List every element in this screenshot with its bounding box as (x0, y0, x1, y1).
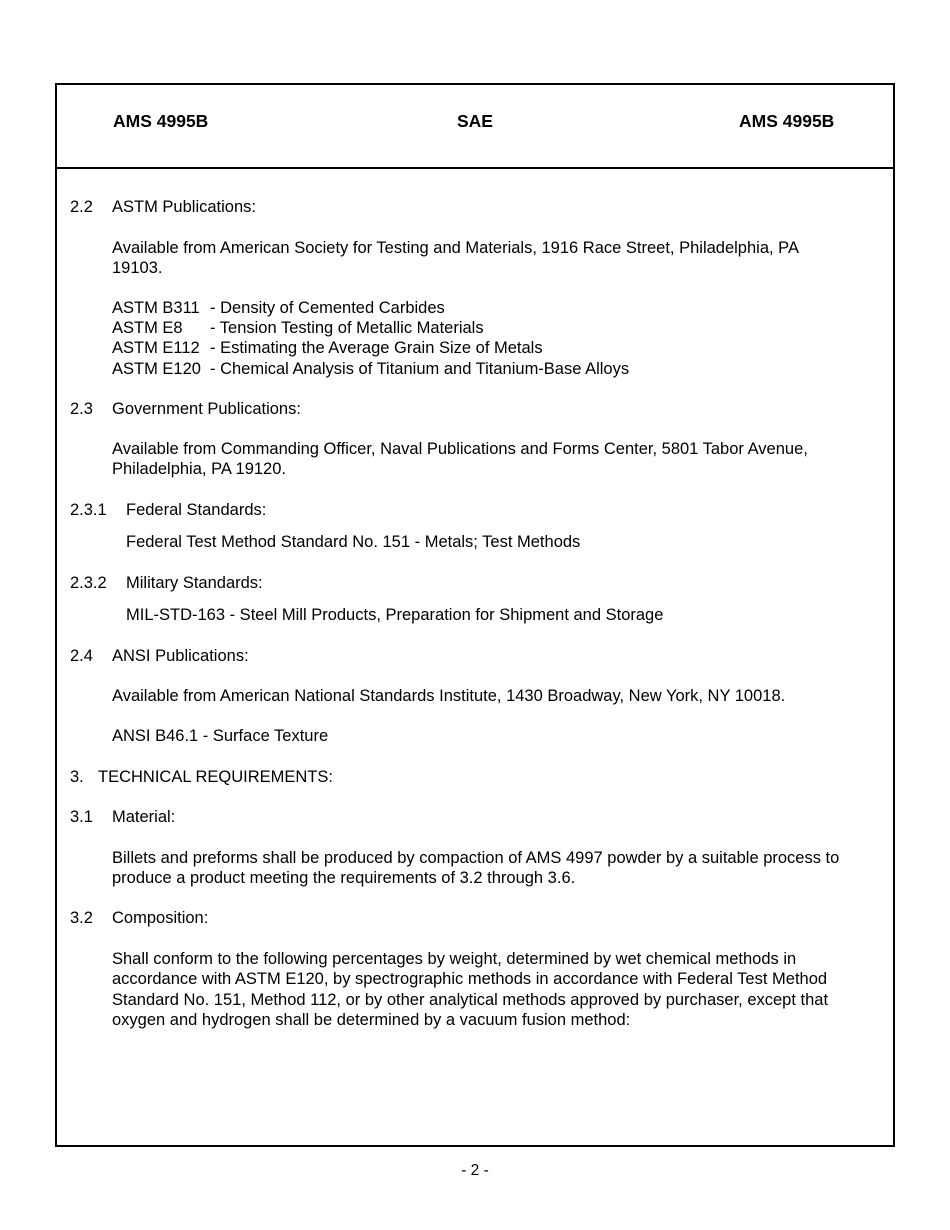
standard-reference: ANSI B46.1 - Surface Texture (112, 727, 329, 745)
section-paragraph: Available from Commanding Officer, Naval Publications and Forms Center, 5801 Tabor Avenue, Philadelphia, PA 19120. (112, 440, 808, 479)
section-number: 2.4 (70, 647, 93, 665)
section-number: 3.1 (70, 808, 93, 826)
section-paragraph: Shall conform to the following percentages by weight, determined by wet chemical methods in accordance with ASTM E120, by spectrographic methods in accordance with Federal Test Method Standard No. 151, Method 112, or by other analytical methods approved by purchaser, except that oxygen and hydrogen shall be determined by a vacuum fusion method: (112, 950, 829, 1029)
reference-title: - Estimating the Average Grain Size of Metals (210, 339, 543, 357)
reference-title: - Chemical Analysis of Titanium and Titanium-Base Alloys (210, 360, 630, 378)
standard-reference: MIL-STD-163 - Steel Mill Products, Preparation for Shipment and Storage (126, 606, 664, 624)
header-doc-number-right: AMS 4995B (739, 111, 835, 131)
page-number: - 2 - (461, 1162, 489, 1179)
section-paragraph: Available from American Society for Testing and Materials, 1916 Race Street, Philadelphia, PA 19103. (112, 239, 799, 278)
section-title: Military Standards: (126, 574, 263, 592)
section-number: 2.3.2 (70, 574, 107, 592)
section-number: 3. (70, 768, 84, 786)
reference-code: ASTM E120 (112, 360, 201, 378)
reference-code: ASTM B311 (112, 299, 200, 317)
section-title: ANSI Publications: (112, 647, 249, 665)
section-number: 2.3.1 (70, 501, 107, 519)
section-title: ASTM Publications: (112, 198, 256, 216)
standard-reference: Federal Test Method Standard No. 151 - Metals; Test Methods (126, 533, 581, 551)
section-number: 2.3 (70, 400, 93, 418)
header-doc-number-left: AMS 4995B (113, 111, 209, 131)
section-title: TECHNICAL REQUIREMENTS: (98, 768, 333, 786)
section-title: Federal Standards: (126, 501, 267, 519)
section-paragraph: Billets and preforms shall be produced by compaction of AMS 4997 powder by a suitable process to produce a product meeting the requirements of 3.2 through 3.6. (112, 849, 840, 888)
reference-code: ASTM E8 (112, 319, 183, 337)
section-paragraph: Available from American National Standards Institute, 1430 Broadway, New York, NY 10018. (112, 687, 786, 705)
section-number: 3.2 (70, 909, 93, 927)
section-title: Composition: (112, 909, 209, 927)
section-number: 2.2 (70, 198, 93, 216)
header-organization: SAE (457, 111, 493, 131)
reference-title: - Density of Cemented Carbides (210, 299, 445, 317)
reference-title: - Tension Testing of Metallic Materials (210, 319, 484, 337)
reference-code: ASTM E112 (112, 339, 200, 357)
document-header (57, 85, 893, 169)
section-title: Government Publications: (112, 400, 301, 418)
section-title: Material: (112, 808, 176, 826)
